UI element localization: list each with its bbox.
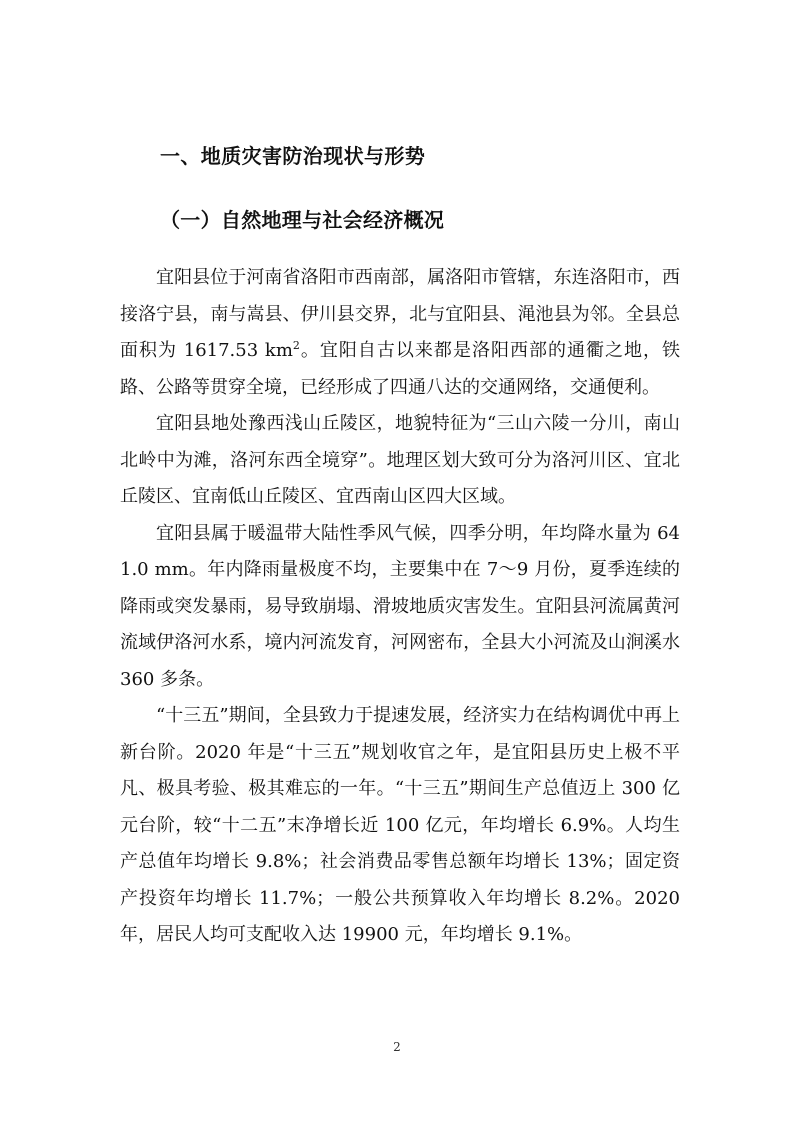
body-text	[120, 260, 680, 954]
paragraph-landform: 宜阳县地处豫西浅山丘陵区，地貌特征为“三山六陵一分川，南山北岭中为滩，洛河东西全境穿”。地理区划大致可分为洛河川区、宜北丘陵区、宜南低山丘陵区、宜西南山区四大区域。	[120, 413, 680, 507]
area-unit-superscript: 2	[292, 339, 300, 352]
page-number: 2	[393, 1040, 401, 1054]
paragraph-economy: “十三五”期间，全县致力于提速发展，经济实力在结构调优中再上新台阶。2020 年是“十三五”规划收官之年，是宜阳县历史上极不平凡、极具考验、极其难忘的一年。“十三五”期间生产总值迈上 300 亿元台阶，较“十二五”末净增长近 100 亿元，年均增长 6.9%。人均生产总值年均增长 9.8%；社会消费品零售总额年均增长 13%；固定资产投资年均增长 11.7%；一般公共预算收入年均增长 8.2%。2020 年，居民人均可支配收入达 19900 元，年均增长 9.1%。	[120, 705, 680, 945]
section-heading: 一、地质灾害防治现状与形势	[160, 144, 426, 168]
paragraph-location-text-1: 宜阳县位于河南省洛阳市西南部，属洛阳市管辖，东连洛阳市，西接洛宁县，南与嵩县、伊川县交界，北与宜阳县、渑池县为邻。全县总面积为 1617.53 km	[120, 267, 680, 361]
paragraph-location	[120, 260, 680, 406]
paragraph-climate: 宜阳县属于暖温带大陆性季风气候，四季分明，年均降水量为 641.0 mm。年内降雨量极度不均，主要集中在 7～9 月份，夏季连续的降雨或突发暴雨，易导致崩塌、滑坡地质灾害发生。宜阳县河流属黄河流域伊洛河水系，境内河流发育，河网密布，全县大小河流及山涧溪水 360 多条。	[120, 522, 680, 690]
subsection-heading: （一）自然地理与社会经济概况	[160, 208, 445, 232]
paragraph-location-text-2: 。宜阳自古以来都是洛阳西部的通衢之地，铁路、公路等贯穿全境，已经形成了四通八达的交通网络，交通便利。	[120, 340, 681, 398]
